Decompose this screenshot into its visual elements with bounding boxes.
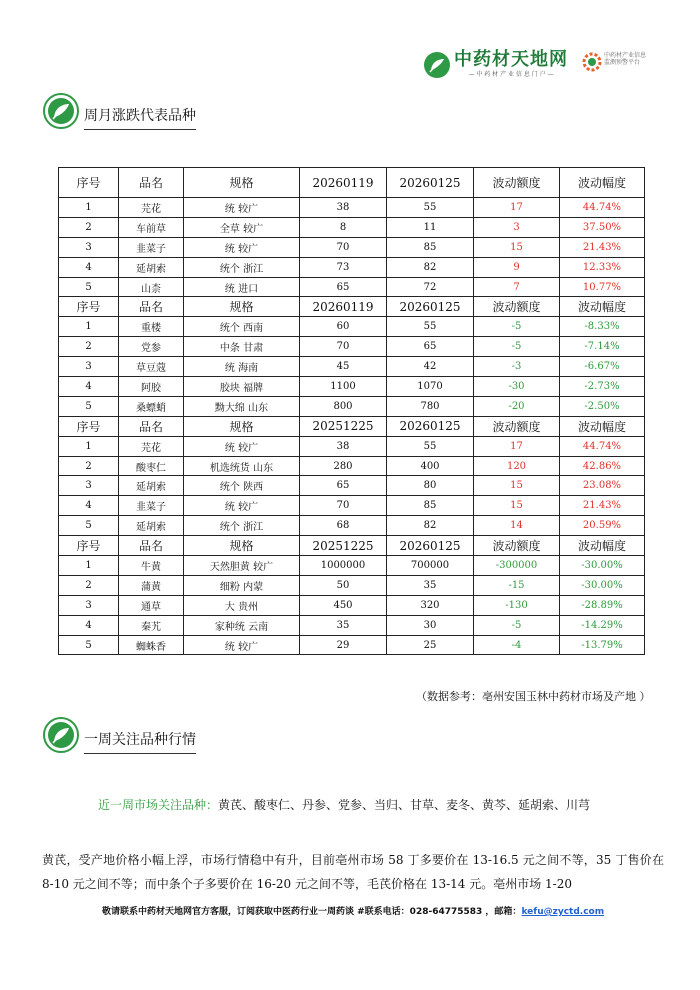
focus-label: 近一周市场关注品种： <box>98 798 219 812</box>
table-cell: 44.74% <box>560 436 645 456</box>
table-cell: 17 <box>474 198 560 218</box>
table-row <box>59 317 645 337</box>
table-cell: 中条 甘肃 <box>184 337 300 357</box>
section-heading-weekly <box>42 92 196 130</box>
table-cell: 统 进口 <box>184 277 300 297</box>
table-cell: 牛黄 <box>119 556 184 576</box>
table-row <box>59 436 645 456</box>
focus-items: 黄芪、酸枣仁、丹参、党参、当归、甘草、麦冬、黄芩、延胡索、川芎 <box>218 798 591 812</box>
table-cell: 120 <box>474 456 560 476</box>
table-cell: -6.67% <box>560 357 645 377</box>
table-cell: 3 <box>59 595 119 615</box>
table-row <box>59 237 645 257</box>
table-cell: 全草 较广 <box>184 217 300 237</box>
table-cell: 胶块 福牌 <box>184 377 300 397</box>
header-cell: 20260125 <box>387 168 474 198</box>
header-cell: 波动额度 <box>474 536 560 556</box>
table-row <box>59 615 645 635</box>
table-cell: 17 <box>474 436 560 456</box>
table-cell: 72 <box>387 277 474 297</box>
table-cell: 8 <box>300 217 387 237</box>
header-cell: 20260119 <box>300 297 387 317</box>
footer-text: 敬请联系中药材天地网官方客服，订阅获取中医药行业一周药谈 #联系电话：028-64775583 ，邮箱： <box>102 907 522 917</box>
table-cell: 阿胶 <box>119 377 184 397</box>
leaf-logo-icon <box>424 52 450 78</box>
table-cell: 15 <box>474 237 560 257</box>
table-cell: -130 <box>474 595 560 615</box>
table-cell: 黝大绵 山东 <box>184 396 300 416</box>
table-cell: 23.08% <box>560 476 645 496</box>
header-cell: 规格 <box>184 536 300 556</box>
table-cell: 统 较广 <box>184 198 300 218</box>
table-cell: 细粉 内蒙 <box>184 575 300 595</box>
table-cell: 38 <box>300 436 387 456</box>
table-cell: 统 较广 <box>184 635 300 655</box>
table-cell: 延胡索 <box>119 257 184 277</box>
table-cell: 酸枣仁 <box>119 456 184 476</box>
table-cell: 1100 <box>300 377 387 397</box>
table-cell: 统 较广 <box>184 436 300 456</box>
header-cell: 序号 <box>59 168 119 198</box>
table-cell: -8.33% <box>560 317 645 337</box>
header-cell: 波动额度 <box>474 168 560 198</box>
table-cell: 1 <box>59 317 119 337</box>
table-cell: 家种统 云南 <box>184 615 300 635</box>
header-cell: 波动幅度 <box>560 536 645 556</box>
section-heading-focus <box>42 716 196 754</box>
table-cell: 55 <box>387 436 474 456</box>
header-cell: 序号 <box>59 416 119 436</box>
table-cell: 65 <box>387 337 474 357</box>
table-cell: 3 <box>59 476 119 496</box>
table-cell: 68 <box>300 516 387 536</box>
header-cell: 品名 <box>119 168 184 198</box>
table-cell: 统 较广 <box>184 496 300 516</box>
table-cell: 70 <box>300 237 387 257</box>
focus-varieties <box>98 796 590 813</box>
table-cell: 1070 <box>387 377 474 397</box>
table-cell: 2 <box>59 575 119 595</box>
table-cell: -5 <box>474 337 560 357</box>
table-cell: -30 <box>474 377 560 397</box>
table-row <box>59 337 645 357</box>
table-cell: 320 <box>387 595 474 615</box>
table-cell: 5 <box>59 635 119 655</box>
table-cell: 73 <box>300 257 387 277</box>
table-cell: 统个 浙江 <box>184 257 300 277</box>
table-cell: 秦艽 <box>119 615 184 635</box>
table-cell: 20.59% <box>560 516 645 536</box>
table-cell: 85 <box>387 237 474 257</box>
table-cell: 蒲黄 <box>119 575 184 595</box>
table-cell: 1000000 <box>300 556 387 576</box>
table-row <box>59 635 645 655</box>
table-cell: 韭菜子 <box>119 496 184 516</box>
table-cell: -3 <box>474 357 560 377</box>
table-cell: 60 <box>300 317 387 337</box>
leaf-badge-icon <box>42 716 80 754</box>
table-cell: 1 <box>59 436 119 456</box>
table-cell: 大 贵州 <box>184 595 300 615</box>
header-cell: 品名 <box>119 297 184 317</box>
table-cell: 21.43% <box>560 496 645 516</box>
table-cell: 4 <box>59 615 119 635</box>
table-row <box>59 456 645 476</box>
table-cell: 2 <box>59 456 119 476</box>
table-cell: 3 <box>59 237 119 257</box>
table-row <box>59 396 645 416</box>
table-cell: 85 <box>387 496 474 516</box>
table-cell: 1 <box>59 198 119 218</box>
table-cell: 70 <box>300 496 387 516</box>
table-cell: 15 <box>474 476 560 496</box>
section-title: 一周关注品种行情 <box>84 731 196 754</box>
table-cell: 5 <box>59 277 119 297</box>
table-cell: 55 <box>387 198 474 218</box>
table-cell: 4 <box>59 496 119 516</box>
table-cell: -5 <box>474 615 560 635</box>
table-row <box>59 217 645 237</box>
header-cell: 品名 <box>119 416 184 436</box>
table-cell: 42 <box>387 357 474 377</box>
table-cell: 280 <box>300 456 387 476</box>
table-cell: 10.77% <box>560 277 645 297</box>
table-cell: 9 <box>474 257 560 277</box>
table-row <box>59 516 645 536</box>
table-cell: 25 <box>387 635 474 655</box>
table-cell: 桑螵蛸 <box>119 396 184 416</box>
data-reference-note: （数据参考：亳州安国玉林中药材市场及产地 ） <box>416 690 651 703</box>
table-cell: 机选统货 山东 <box>184 456 300 476</box>
table-cell: 44.74% <box>560 198 645 218</box>
table-header-row <box>59 297 645 317</box>
table-cell: 4 <box>59 257 119 277</box>
table-row <box>59 198 645 218</box>
gear-logo-icon <box>582 52 602 72</box>
table-cell: 700000 <box>387 556 474 576</box>
table-cell: 11 <box>387 217 474 237</box>
header-cell: 20251225 <box>300 536 387 556</box>
table-cell: 50 <box>300 575 387 595</box>
table-cell: 统个 西南 <box>184 317 300 337</box>
table-cell: 7 <box>474 277 560 297</box>
table-cell: 党参 <box>119 337 184 357</box>
price-table <box>58 167 645 655</box>
table-row <box>59 595 645 615</box>
table-cell: 天然胆黄 较广 <box>184 556 300 576</box>
table-cell: -2.73% <box>560 377 645 397</box>
site-logo <box>424 50 568 79</box>
header-cell: 20260125 <box>387 536 474 556</box>
table-cell: 14 <box>474 516 560 536</box>
table-row <box>59 496 645 516</box>
table-cell: -5 <box>474 317 560 337</box>
header-cell: 品名 <box>119 536 184 556</box>
table-cell: 780 <box>387 396 474 416</box>
table-cell: 芫花 <box>119 436 184 456</box>
header-cell: 20260125 <box>387 297 474 317</box>
header-cell: 序号 <box>59 536 119 556</box>
table-row <box>59 277 645 297</box>
platform-logo <box>582 52 646 72</box>
table-cell: 山柰 <box>119 277 184 297</box>
header-cell: 规格 <box>184 416 300 436</box>
table-cell: -300000 <box>474 556 560 576</box>
table-cell: 草豆蔻 <box>119 357 184 377</box>
header-cell: 波动额度 <box>474 416 560 436</box>
table-cell: 65 <box>300 277 387 297</box>
table-cell: -28.89% <box>560 595 645 615</box>
header-cell: 波动幅度 <box>560 297 645 317</box>
logo-subtitle: — 中 药 材 产 业 信 息 门 户 — <box>468 71 554 78</box>
table-row <box>59 357 645 377</box>
table-cell: 80 <box>387 476 474 496</box>
footer-contact <box>102 904 604 917</box>
table-cell: -15 <box>474 575 560 595</box>
table-cell: 82 <box>387 516 474 536</box>
table-cell: -30.00% <box>560 575 645 595</box>
table-cell: 38 <box>300 198 387 218</box>
market-paragraph: 黄芪，受产地价格小幅上浮，市场行情稳中有升，目前亳州市场 58 丁多要价在 13-16.5 元之间不等，35 丁售价在 8-10 元之间不等；而中条个子多要价在 16-20 元之间不等，毛芪价格在 13-14 元。亳州市场 1-20 <box>42 853 664 891</box>
table-cell: 400 <box>387 456 474 476</box>
header-cell: 20260125 <box>387 416 474 436</box>
table-cell: 统个 浙江 <box>184 516 300 536</box>
table-cell: 延胡索 <box>119 516 184 536</box>
table-cell: -4 <box>474 635 560 655</box>
table-cell: -30.00% <box>560 556 645 576</box>
table-cell: 12.33% <box>560 257 645 277</box>
table-header-row <box>59 536 645 556</box>
header-cell: 波动幅度 <box>560 168 645 198</box>
table-cell: 1 <box>59 556 119 576</box>
table-cell: 35 <box>387 575 474 595</box>
table-cell: 芫花 <box>119 198 184 218</box>
table-cell: 800 <box>300 396 387 416</box>
table-cell: 蜘蛛香 <box>119 635 184 655</box>
table-cell: 统个 陕西 <box>184 476 300 496</box>
section-title: 周月涨跌代表品种 <box>84 107 196 130</box>
table-cell: 37.50% <box>560 217 645 237</box>
table-cell: 3 <box>59 357 119 377</box>
table-cell: 4 <box>59 377 119 397</box>
table-header-row <box>59 168 645 198</box>
table-cell: -7.14% <box>560 337 645 357</box>
leaf-badge-icon <box>42 92 80 130</box>
table-cell: 45 <box>300 357 387 377</box>
table-cell: 82 <box>387 257 474 277</box>
table-row <box>59 575 645 595</box>
table-cell: 42.86% <box>560 456 645 476</box>
footer-email-link[interactable]: kefu@zyctd.com <box>521 907 605 917</box>
header-cell: 20260119 <box>300 168 387 198</box>
platform-text: 中药材产业信息监测预警平台 <box>604 52 647 66</box>
header-cell: 20251225 <box>300 416 387 436</box>
table-cell: 55 <box>387 317 474 337</box>
header-cell: 规格 <box>184 168 300 198</box>
table-cell: 通草 <box>119 595 184 615</box>
table-cell: -14.29% <box>560 615 645 635</box>
logo-name: 中药材天地网 <box>454 49 568 70</box>
header-cell: 波动额度 <box>474 297 560 317</box>
table-row <box>59 377 645 397</box>
table-cell: 15 <box>474 496 560 516</box>
table-cell: 统 较广 <box>184 237 300 257</box>
table-cell: 3 <box>474 217 560 237</box>
table-cell: 统 海南 <box>184 357 300 377</box>
table-row <box>59 476 645 496</box>
table-cell: 5 <box>59 516 119 536</box>
table-cell: 70 <box>300 337 387 357</box>
table-cell: 5 <box>59 396 119 416</box>
table-cell: 车前草 <box>119 217 184 237</box>
header-cell: 序号 <box>59 297 119 317</box>
header-cell: 规格 <box>184 297 300 317</box>
table-cell: -2.50% <box>560 396 645 416</box>
table-cell: 450 <box>300 595 387 615</box>
table-cell: 29 <box>300 635 387 655</box>
table-row <box>59 556 645 576</box>
table-row <box>59 257 645 277</box>
header-cell: 波动幅度 <box>560 416 645 436</box>
table-cell: 2 <box>59 217 119 237</box>
table-cell: -20 <box>474 396 560 416</box>
table-cell: -13.79% <box>560 635 645 655</box>
table-cell: 延胡索 <box>119 476 184 496</box>
table-cell: 重楼 <box>119 317 184 337</box>
table-cell: 65 <box>300 476 387 496</box>
table-cell: 韭菜子 <box>119 237 184 257</box>
table-header-row <box>59 416 645 436</box>
table-cell: 2 <box>59 337 119 357</box>
table-cell: 30 <box>387 615 474 635</box>
table-cell: 35 <box>300 615 387 635</box>
table-cell: 21.43% <box>560 237 645 257</box>
